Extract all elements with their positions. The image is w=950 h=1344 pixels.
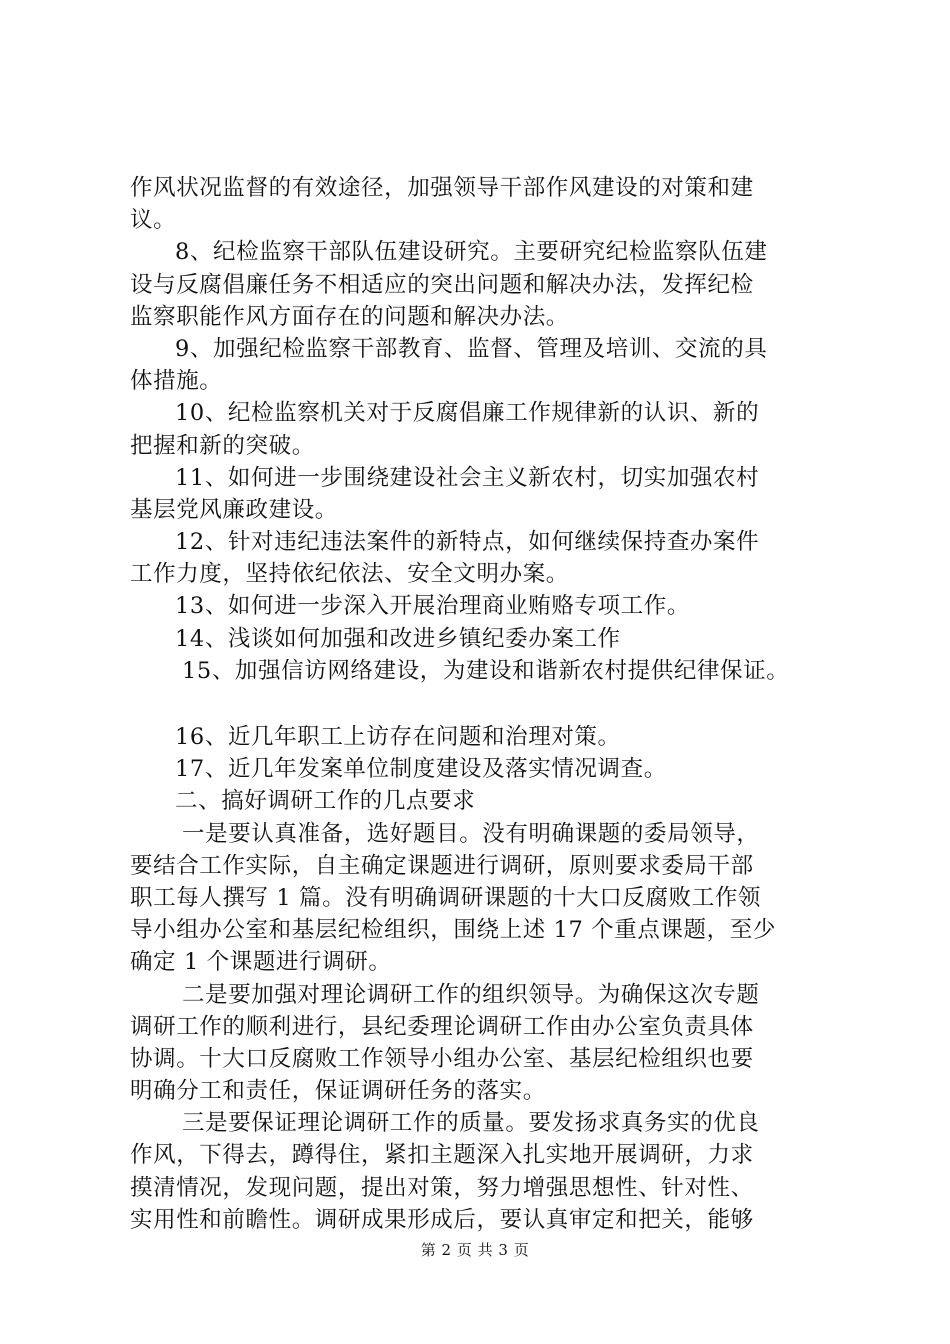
text-line: 一是要认真准备，选好题目。没有明确课题的委局领导， <box>182 820 760 847</box>
text-line: 17、近几年发案单位制度建设及落实情况调查。 <box>175 756 667 783</box>
text-line: 体措施。 <box>130 368 223 395</box>
text-line: 调研工作的顺利进行，县纪委理论调研工作由办公室负责具体 <box>130 1013 754 1040</box>
text-line: 设与反腐倡廉任务不相适应的突出问题和解决办法，发挥纪检 <box>130 271 754 298</box>
text-line: 9、加强纪检监察干部教育、监督、管理及培训、交流的具 <box>175 335 768 362</box>
text-line: 作风状况监督的有效途径，加强领导干部作风建设的对策和建 <box>130 175 754 201</box>
text-line: 确定 1 个课题进行调研。 <box>130 949 392 976</box>
text-line: 明确分工和责任，保证调研任务的落实。 <box>130 1078 546 1105</box>
text-line: 三是要保证理论调研工作的质量。要发扬求真务实的优良 <box>182 1110 760 1137</box>
page-footer: 第 2 页 共 3 页 <box>420 1241 530 1259</box>
text-line: 二是要加强对理论调研工作的组织领导。为确保这次专题 <box>182 981 760 1008</box>
text-line: 工作力度，坚持依纪依法、安全文明办案。 <box>130 561 569 588</box>
text-line: 导小组办公室和基层纪检组织，围绕上述 17 个重点课题，至少 <box>130 917 776 944</box>
text-line: 11、如何进一步围绕建设社会主义新农村，切实加强农村 <box>175 464 760 491</box>
text-line: 把握和新的突破。 <box>130 432 315 459</box>
text-line: 要结合工作实际，自主确定课题进行调研，原则要求委局干部 <box>130 852 754 879</box>
text-line: 协调。十大口反腐败工作领导小组办公室、基层纪检组织也要 <box>130 1045 754 1072</box>
text-line: 14、浅谈如何加强和改进乡镇纪委办案工作 <box>175 625 621 652</box>
section-heading: 二、搞好调研工作的几点要求 <box>175 788 476 815</box>
text-line: 议。 <box>130 207 177 234</box>
text-line: 8、纪检监察干部队伍建设研究。主要研究纪检监察队伍建 <box>175 239 768 266</box>
text-line: 基层党风廉政建设。 <box>130 496 338 523</box>
text-line: 16、近几年职工上访存在问题和治理对策。 <box>175 724 621 750</box>
text-line: 12、针对违纪违法案件的新特点，如何继续保持查办案件 <box>175 529 760 556</box>
text-line: 13、如何进一步深入开展治理商业贿赂专项工作。 <box>175 593 690 620</box>
text-line: 摸清情况，发现问题，提出对策，努力增强思想性、针对性、 <box>130 1174 754 1201</box>
text-line: 10、纪检监察机关对于反腐倡廉工作规律新的认识、新的 <box>175 400 760 427</box>
text-line: 监察职能作风方面存在的问题和解决办法。 <box>130 303 569 330</box>
text-line: 实用性和前瞻性。调研成果形成后，要认真审定和把关，能够 <box>130 1206 754 1233</box>
text-line: 作风，下得去，蹲得住，紧扣主题深入扎实地开展调研，力求 <box>130 1142 754 1169</box>
paragraph-gap <box>130 687 830 721</box>
text-line: 职工每人撰写 1 篇。没有明确调研课题的十大口反腐败工作领 <box>130 884 762 911</box>
text-line: 15、加强信访网络建设，为建设和谐新农村提供纪律保证。 <box>182 657 790 684</box>
document-body <box>130 172 830 1236</box>
